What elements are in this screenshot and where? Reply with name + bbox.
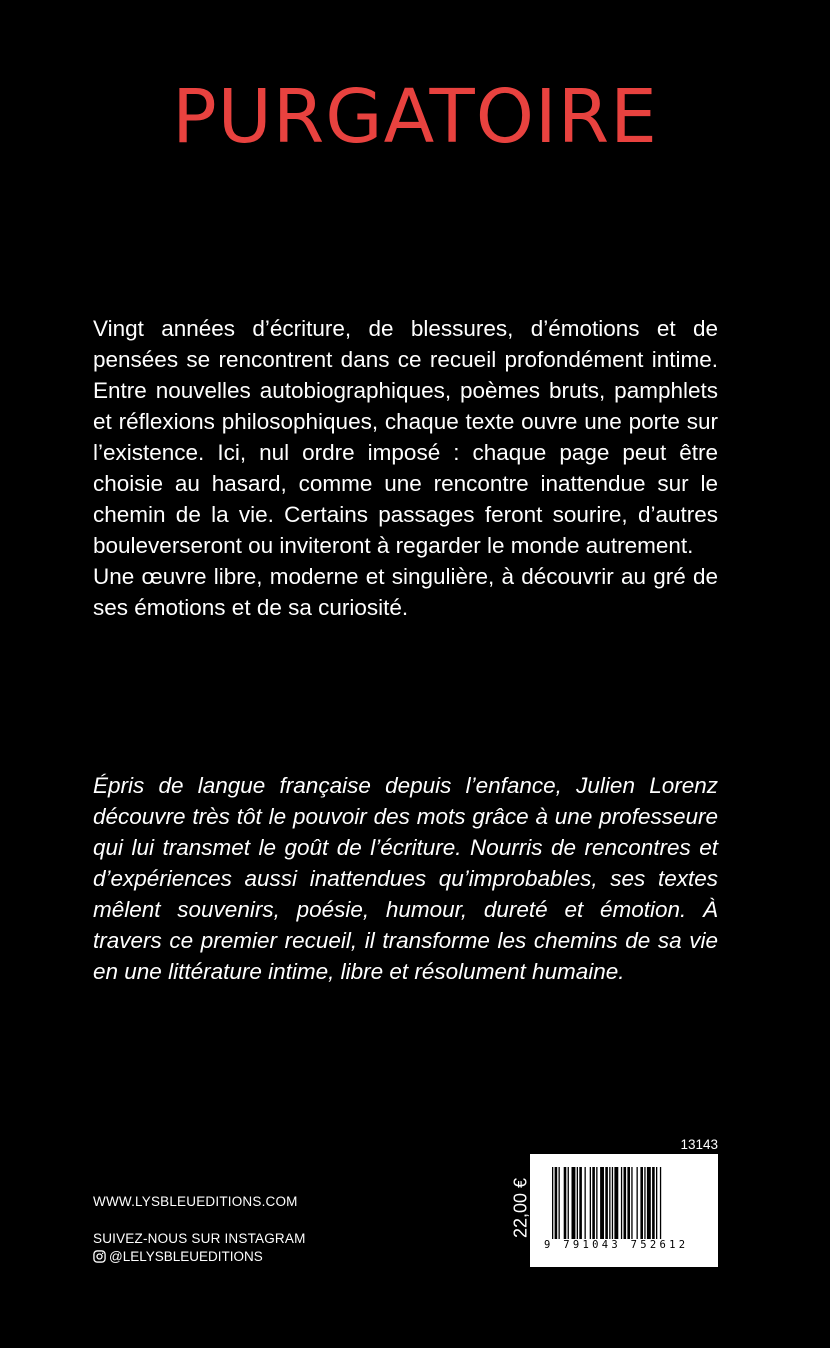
barcode-bar: [555, 1167, 558, 1239]
publisher-website: WWW.LYSBLEUEDITIONS.COM: [93, 1194, 298, 1209]
instagram-handle-row: [93, 1249, 263, 1264]
barcode-bar: [609, 1167, 610, 1239]
barcode-bar: [564, 1167, 567, 1239]
book-title: PURGATOIRE: [172, 74, 658, 160]
barcode-bar: [579, 1167, 582, 1239]
barcode-bar: [577, 1167, 578, 1239]
product-code: 13143: [680, 1137, 718, 1152]
isbn-barcode: [530, 1154, 718, 1267]
blurb-paragraph: Vingt années d’écriture, de blessures, d’émotions et de pensées se rencontrent dans ce recueil profondément intime. Entre nouvelles autobiographiques, poèmes bruts, pamphlets et réflexions philosophiques, chaque texte ouvre une porte sur l’existence. Ici, nul ordre imposé : chaque page peut être choisie au hasard, comme une rencontre inattendue sur le chemin de la vie. Certains passages feront sourire, d’autres bouleverseront ou inviteront à regarder le monde autrement.: [93, 316, 718, 558]
barcode-bar: [621, 1167, 622, 1239]
barcode-bar: [644, 1167, 645, 1239]
author-bio: [93, 770, 718, 987]
barcode-bar: [572, 1167, 576, 1239]
isbn-number: 9 791043 752612: [544, 1239, 689, 1251]
author-bio-text: Épris de langue française depuis l’enfance, Julien Lorenz découvre très tôt le pouvoir des mots grâce à une professeure qui lui transmet le goût de l’écriture. Nourris de rencontres et d’expériences aussi inattendues qu’improbables, ses textes mêlent souvenirs, poésie, humour, dureté et émotion. À travers ce premier recueil, il transforme les chemins de sa vie en une littérature intime, libre et résolument humaine.: [93, 773, 718, 984]
barcode-bar: [596, 1167, 597, 1239]
barcode-bar: [614, 1167, 618, 1239]
instagram-follow-label: SUIVEZ-NOUS SUR INSTAGRAM: [93, 1231, 306, 1246]
barcode-bar: [647, 1167, 651, 1239]
barcode-bar: [640, 1167, 643, 1239]
barcode-bar: [612, 1167, 613, 1239]
barcode-bar: [652, 1167, 655, 1239]
barcode-bar: [600, 1167, 604, 1239]
barcode-bar: [627, 1167, 630, 1239]
barcode-bar: [631, 1167, 632, 1239]
blurb-paragraph-second: Une œuvre libre, moderne et singulière, à découvrir au gré de ses émotions et de sa curiosité.: [93, 564, 718, 620]
barcode-bar: [637, 1167, 638, 1239]
barcode-bar: [592, 1167, 595, 1239]
book-blurb: [93, 313, 718, 623]
barcode-bar: [590, 1167, 591, 1239]
barcode-bars: [552, 1167, 696, 1239]
barcode-bar: [552, 1167, 553, 1239]
barcode-bar: [568, 1167, 569, 1239]
barcode-bar: [656, 1167, 657, 1239]
barcode-bar: [585, 1167, 586, 1239]
barcode-bar: [624, 1167, 627, 1239]
instagram-icon: [93, 1250, 106, 1263]
barcode-bar: [559, 1167, 560, 1239]
instagram-handle: @LELYSBLEUEDITIONS: [109, 1249, 263, 1264]
barcode-bar: [660, 1167, 661, 1239]
barcode-bar: [605, 1167, 608, 1239]
book-price: 22,00 €: [510, 1177, 531, 1239]
